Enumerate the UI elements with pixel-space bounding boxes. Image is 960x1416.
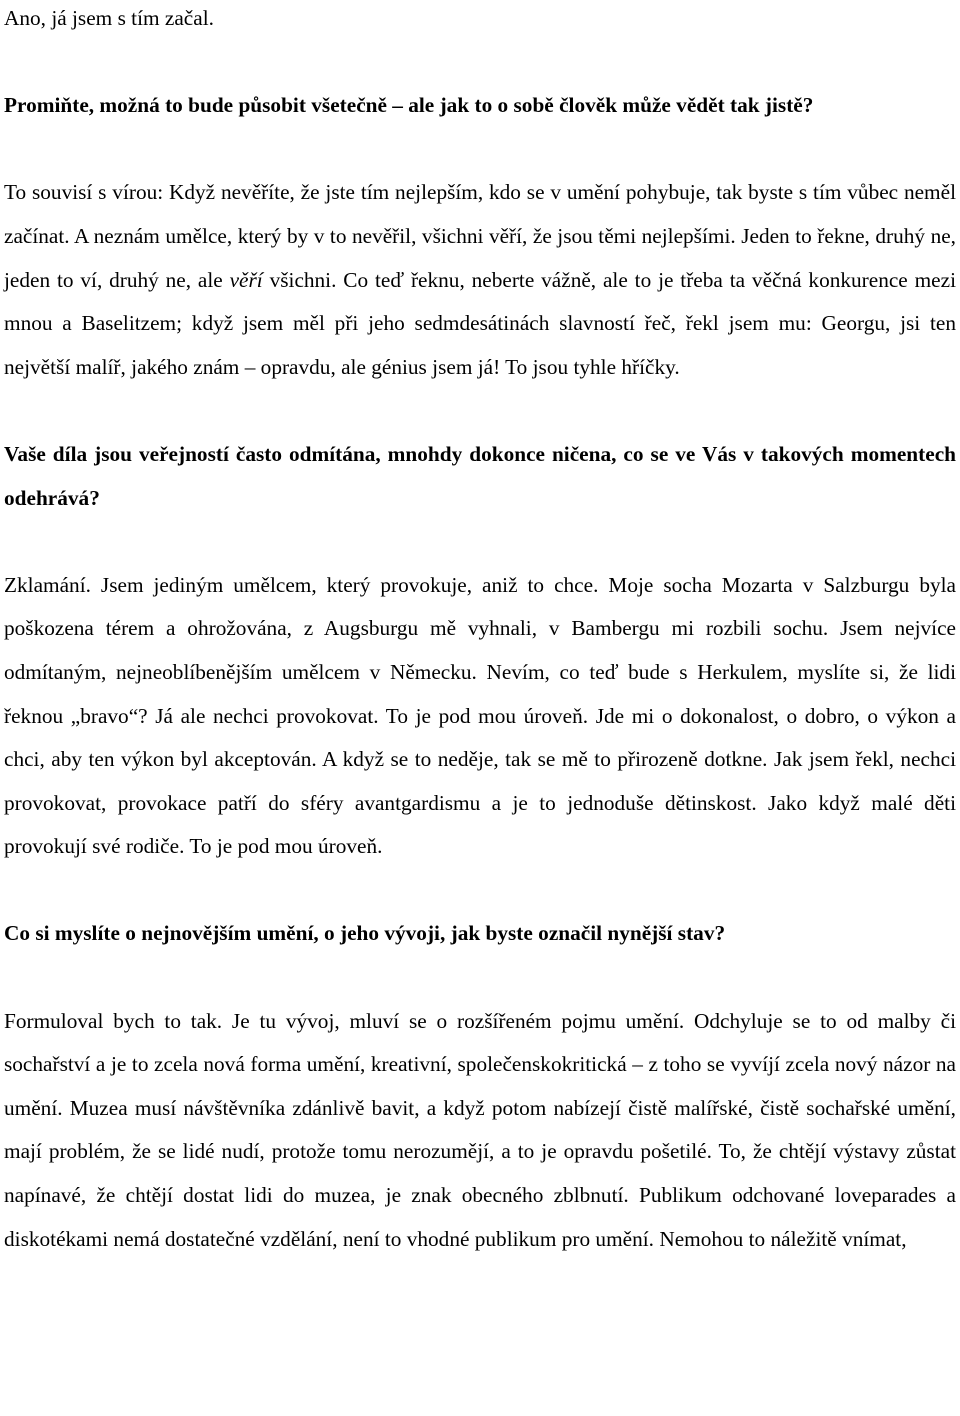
document-page — [4, 0, 956, 1261]
question-paragraph-1: Promiňte, možná to bude působit všetečně – ale jak to o sobě člověk může vědět tak jistě? — [4, 93, 814, 118]
question-paragraph-2: Vaše díla jsou veřejností často odmítána, mnohdy dokonce ničena, co se ve Vás v takových momentech odehrává? — [4, 441, 956, 510]
answer-paragraph-intro: Ano, já jsem s tím začal. — [4, 6, 214, 30]
answer-paragraph-2: Zklamání. Jsem jediným umělcem, který provokuje, aniž to chce. Moje socha Mozarta v Salzburgu byla poškozena térem a ohrožována, z Augsburgu mě vyhnali, v Bambergu mi rozbili sochu. Jsem nejvíce odmítaným, nejneoblíbenějším umělcem v Německu. Nevím, co teď bude s Herkulem, myslíte si, že lidi řeknou „bravo“? Já ale nechci provokovat. To je pod mou úroveň. Jde mi o dokonalost, o dobro, o výkon a chci, aby ten výkon byl akceptován. A když se to neděje, tak se mě to přirozeně dotkne. Jak jsem řekl, nechci provokovat, provokace patří do sféry avantgardismu a je to jednoduše dětinskost. Jako když malé děti provokují své rodiče. To je pod mou úroveň. — [4, 572, 956, 859]
answer-1-text-end: všichni. Co teď řeknu, neberte vážně, ale to je třeba ta věčná konkurence mezi mnou a Baselitzem; když jsem měl při jeho sedmdesátinách slavností řeč, řekl jsem mu: Georgu, jsi ten největší malíř, jakého znám – opravdu, ale génius jsem já! To jsou tyhle hříčky. — [4, 267, 956, 379]
answer-1-emphasis: věří — [229, 267, 263, 292]
answer-paragraph-1 — [4, 171, 956, 389]
answer-1-text-start: To souvisí s vírou: Když nevěříte, že jste tím nejlepším, kdo se v umění pohybuje, tak byste s tím vůbec neměl začínat. A neznám umělce, který by v to nevěřil, všichni věří, že jsou těmi nejlepšími. Jeden to řekne, druhý ne, jeden to ví, druhý ne, ale — [4, 180, 956, 292]
question-paragraph-3: Co si myslíte o nejnovějším umění, o jeho vývoji, jak byste označil nynější stav? — [4, 921, 726, 946]
answer-paragraph-3: Formuloval bych to tak. Je tu vývoj, mluví se o rozšířeném pojmu umění. Odchyluje se to od malby či sochařství a je to zcela nová forma umění, kreativní, společenskokritická – z toho se vyvíjí zcela nový názor na umění. Muzea musí návštěvníka zdánlivě bavit, a když potom nabízejí čistě malířské, čistě sochařské umění, mají problém, že se lidé nudí, protože tomu nerozumějí, a to je opravdu pošetilé. To, že chtějí výstavy zůstat napínavé, že chtějí dostat lidi do muzea, je znak obecného zblbnutí. Publikum odchované loveparades a diskotékami nemá dostatečné vzdělání, není to vhodné publikum pro umění. Nemohou to náležitě vnímat, — [4, 1008, 956, 1251]
